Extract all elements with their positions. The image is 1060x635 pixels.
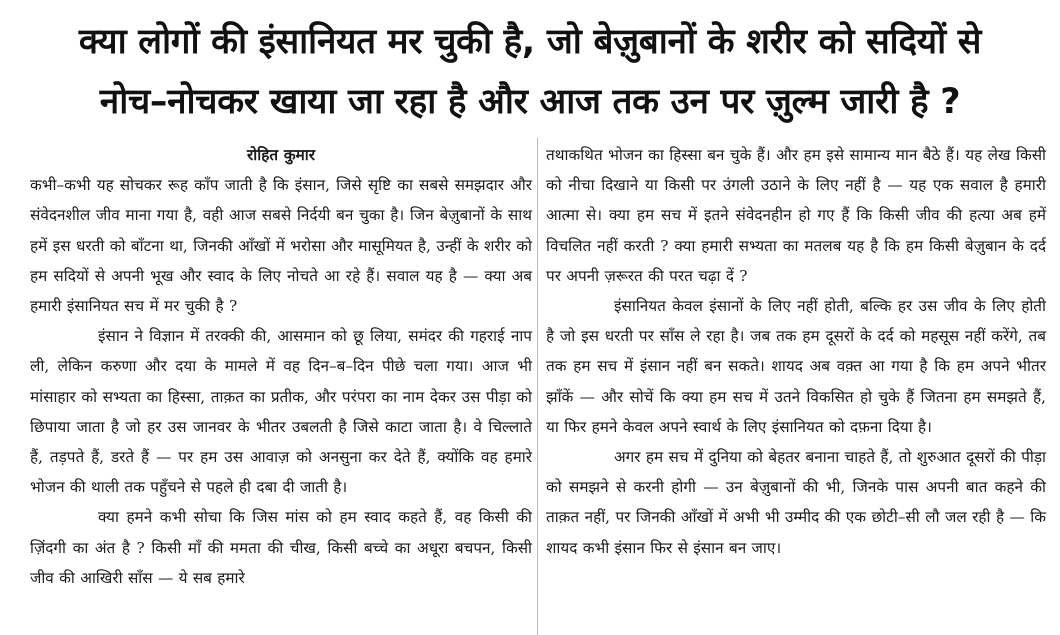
left-paragraph-2: इंसान ने विज्ञान में तरक्की की, आसमान को छू लिया, समंदर की गहराई नाप ली, लेकिन करुणा और दया के मामले में वह दिन–ब–दिन पीछे चला गया। आज भी मांसाहार को सभ्यता का हिस्सा, ताक़त का प्रतीक, और परंपरा का नाम देकर उस पीड़ा को छिपाया जाता है जो हर उस जानवर के भीतर उबलती है जिसे काटा जाता है। वे चिल्लाते हैं, तड़पते हैं, डरते हैं — पर हम उस आवाज़ को अनसुना कर देते हैं, क्योंकि वह हमारे भोजन की थाली तक पहुँचने से पहले ही दबा दी जाती है। — [30, 327, 532, 497]
author-byline: रोहित कुमार — [247, 146, 315, 164]
headline-line-1: क्या लोगों की इंसानियत मर चुकी है, जो बेज़ुबानों के शरीर को सदियों से — [78, 22, 982, 62]
headline-line-2: नोच–नोचकर खाया जा रहा है और आज तक उन पर ज़ुल्म जारी है ? — [99, 82, 961, 122]
left-paragraph-1: कभी–कभी यह सोचकर रूह काँप जाती है कि इंसान, जिसे सृष्टि का सबसे समझदार और संवेदनशील जीव माना गया है, वही आज सबसे निर्दयी बन चुका है। जिन बेज़ुबानों के साथ हमें इस धरती को बाँटना था, जिनकी आँखों में भरोसा और मासूमियत है, उन्हीं के शरीर को हम सदियों से अपनी भूख और स्वाद के लिए नोचते आ रहे हैं। सवाल यह है — क्या अब हमारी इंसानियत सच में मर चुकी है ? — [30, 176, 532, 316]
right-paragraph-1: तथाकथित भोजन का हिस्सा बन चुके हैं। और हम इसे सामान्य मान बैठे हैं। यह लेख किसी को नीचा दिखाने या किसी पर उंगली उठाने के लिए नहीं है — यह एक सवाल है हमारी आत्मा से। क्या हम सच में इतने संवेदनहीन हो गए हैं कि किसी जीव की हत्या अब हमें विचलित नहीं करती ? क्या हमारी सभ्यता का मतलब यह है कि हम किसी बेज़ुबान के दर्द पर अपनी ज़रूरत की परत चढ़ा दें ? — [546, 146, 1046, 285]
right-paragraph-2: इंसानियत केवल इंसानों के लिए नहीं होती, बल्कि हर उस जीव के लिए होती है जो इस धरती पर साँस ले रहा है। जब तक हम दूसरों के दर्द को महसूस नहीं करेंगे, तब तक हम सच में इंसान नहीं बन सकते। शायद अब वक़्त आ गया है कि हम अपने भीतर झाँकें — और सोचें कि क्या हम सच में उतने विकसित हो चुके हैं जितना हम समझते हैं, या फिर हमने केवल अपने स्वार्थ के लिए इंसानियत को दफ़ना दिया है। — [546, 297, 1046, 436]
article-headline — [0, 12, 1060, 132]
cropped-top-strip — [0, 0, 1060, 10]
column-divider — [537, 138, 538, 635]
right-column — [546, 140, 1046, 563]
right-paragraph-3: अगर हम सच में दुनिया को बेहतर बनाना चाहते हैं, तो शुरुआत दूसरों की पीड़ा को समझने से करनी होगी — उन बेज़ुबानों की भी, जिनके पास अपनी बात कहने की ताक़त नहीं, पर जिनकी आँखों में अभी भी उम्मीद की एक छोटी–सी लौ जल रही है — कि शायद कभी इंसान फिर से इंसान बन जाए। — [546, 448, 1046, 557]
left-paragraph-3: क्या हमने कभी सोचा कि जिस मांस को हम स्वाद कहते हैं, वह किसी की ज़िंदगी का अंत है ? किसी माँ की ममता की चीख, किसी बच्चे का अधूरा बचपन, किसी जीव की आखिरी साँस — ये सब हमारे — [30, 508, 532, 587]
left-column — [30, 140, 532, 593]
